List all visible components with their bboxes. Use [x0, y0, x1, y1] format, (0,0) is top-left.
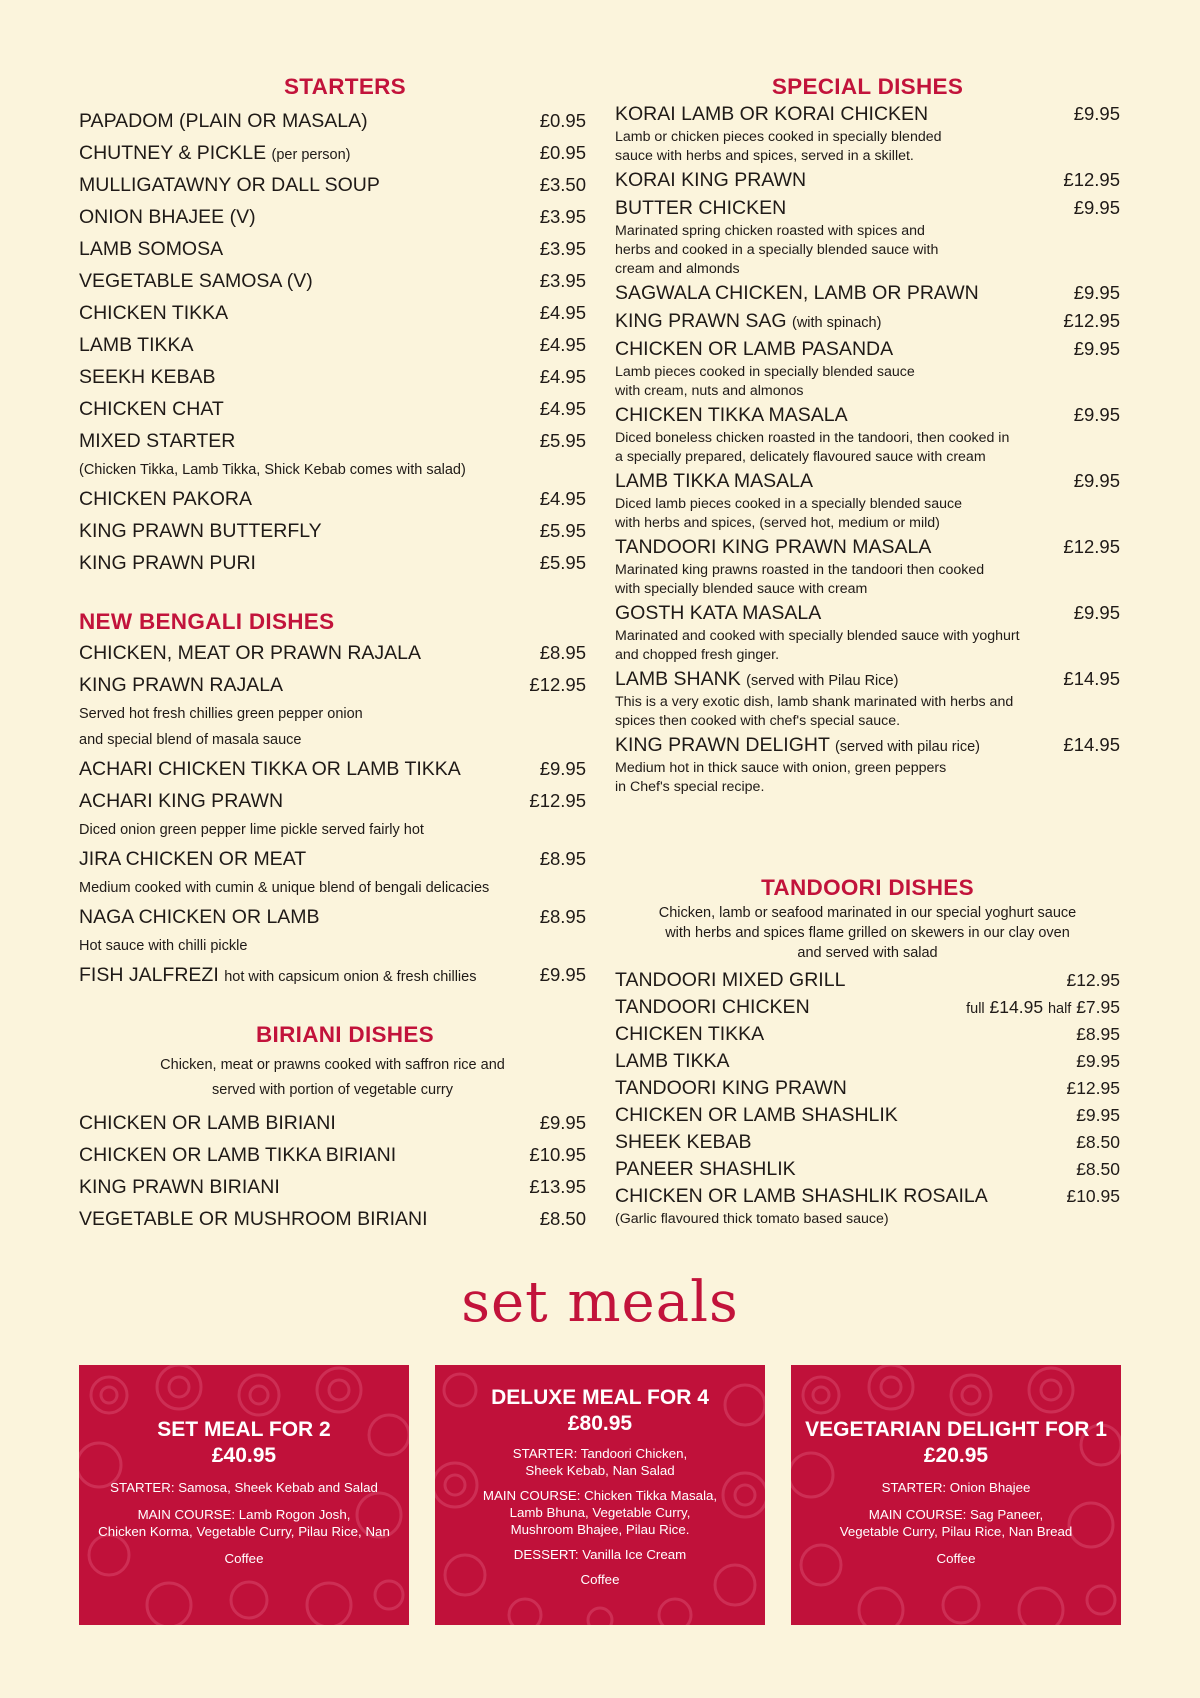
menu-item: CHICKEN PAKORA £4.95 [79, 488, 586, 510]
menu-item: KORAI LAMB OR KORAI CHICKEN £9.95 [615, 103, 1120, 125]
menu-item: CHICKEN OR LAMB SHASHLIK £9.95 [615, 1104, 1120, 1126]
menu-item: NAGA CHICKEN OR LAMB £8.95 [79, 906, 586, 928]
card-starter: STARTER: Onion Bhajee [881, 1480, 1031, 1495]
card-main: MAIN COURSE: Chicken Tikka Masala, [482, 1488, 718, 1503]
special-section [615, 74, 1120, 797]
menu-item: CHICKEN OR LAMB PASANDA £9.95 [615, 338, 1120, 360]
menu-item: VEGETABLE OR MUSHROOM BIRIANI £8.50 [79, 1208, 586, 1230]
item-description: Lamb or chicken pieces cooked in specially blended [615, 129, 942, 145]
menu-item: PAPADOM (PLAIN OR MASALA) £0.95 [79, 110, 586, 132]
vegetarian-meal-card [791, 1365, 1121, 1625]
item-description: cream and almonds [615, 261, 740, 277]
item-description: Diced onion green pepper lime pickle served fairly hot [79, 822, 424, 838]
menu-item: CHICKEN OR LAMB BIRIANI £9.95 [79, 1112, 586, 1134]
item-description: (Garlic flavoured thick tomato based sauce) [615, 1211, 889, 1227]
item-description: and special blend of masala sauce [79, 732, 302, 748]
biriani-section [79, 1022, 586, 1235]
menu-item: CHUTNEY & PICKLE (per person) £0.95 [79, 142, 586, 164]
bengali-title: NEW BENGALI DISHES [79, 609, 335, 634]
item-description: a specially prepared, delicately flavoured sauce with cream [615, 449, 986, 465]
card-price: £20.95 [923, 1444, 989, 1467]
menu-item: PANEER SHASHLIK £8.50 [615, 1158, 1120, 1180]
menu-item: ACHARI KING PRAWN £12.95 [79, 790, 586, 812]
menu-item: KING PRAWN PURI £5.95 [79, 552, 586, 574]
card-title: VEGETARIAN DELIGHT FOR 1 [805, 1418, 1107, 1441]
card-main: Lamb Bhuna, Vegetable Curry, [509, 1505, 691, 1520]
deluxe-meal-card [435, 1365, 765, 1625]
card-main: Vegetable Curry, Pilau Rice, Nan Bread [839, 1524, 1073, 1539]
section-intro: and served with salad [797, 945, 938, 961]
starters-title: STARTERS [284, 74, 406, 99]
menu-item: KING PRAWN SAG (with spinach) £12.95 [615, 310, 1120, 332]
set-meal-card [79, 1365, 409, 1625]
menu-item: TANDOORI KING PRAWN MASALA £12.95 [615, 536, 1120, 558]
biriani-title: BIRIANI DISHES [256, 1022, 434, 1047]
item-description: and chopped fresh ginger. [615, 647, 780, 663]
item-description: Diced lamb pieces cooked in a specially blended sauce [615, 496, 963, 512]
section-intro: served with portion of vegetable curry [212, 1082, 453, 1098]
starters-section [79, 74, 586, 579]
item-description: Hot sauce with chilli pickle [79, 938, 248, 954]
card-main: MAIN COURSE: Sag Paneer, [868, 1507, 1044, 1522]
menu-item: CHICKEN CHAT £4.95 [79, 398, 586, 420]
card-title: SET MEAL FOR 2 [157, 1418, 331, 1441]
menu-item: KING PRAWN RAJALA £12.95 [79, 674, 586, 696]
menu-item: KING PRAWN DELIGHT (served with pilau rice) £14.95 [615, 734, 1120, 756]
item-description: herbs and cooked in a specially blended sauce with [615, 242, 939, 258]
item-description: sauce with herbs and spices, served in a skillet. [615, 148, 914, 164]
menu-item: TANDOORI CHICKEN full £14.95 half £7.95 [615, 996, 1120, 1018]
menu-item: VEGETABLE SAMOSA (V) £3.95 [79, 270, 586, 292]
menu-item: LAMB SHANK (served with Pilau Rice) £14.95 [615, 668, 1120, 690]
menu-item: MULLIGATAWNY OR DALL SOUP £3.50 [79, 174, 586, 196]
menu-item: GOSTH KATA MASALA £9.95 [615, 602, 1120, 624]
card-starter: STARTER: Tandoori Chicken, [512, 1446, 688, 1461]
item-description: This is a very exotic dish, lamb shank marinated with herbs and [615, 694, 1014, 710]
card-main: Mushroom Bhajee, Pilau Rice. [510, 1522, 690, 1537]
item-description: with specially blended sauce with cream [615, 581, 868, 597]
item-description: Medium hot in thick sauce with onion, green peppers [615, 760, 947, 776]
menu-item: MIXED STARTER £5.95 [79, 430, 586, 452]
menu-item: TANDOORI KING PRAWN £12.95 [615, 1077, 1120, 1099]
menu-item: LAMB TIKKA MASALA £9.95 [615, 470, 1120, 492]
item-description: spices then cooked with chef's special sauce. [615, 713, 901, 729]
menu-item: KORAI KING PRAWN £12.95 [615, 169, 1120, 191]
menu-item: JIRA CHICKEN OR MEAT £8.95 [79, 848, 586, 870]
item-description: Diced boneless chicken roasted in the tandoori, then cooked in [615, 430, 1010, 446]
item-description: (Chicken Tikka, Lamb Tikka, Shick Kebab comes with salad) [79, 462, 466, 478]
menu-item: CHICKEN, MEAT OR PRAWN RAJALA £8.95 [79, 642, 586, 664]
card-main: MAIN COURSE: Lamb Rogon Josh, [137, 1507, 351, 1522]
menu-item: SHEEK KEBAB £8.50 [615, 1131, 1120, 1153]
menu-item: FISH JALFREZI hot with capsicum onion & fresh chillies £9.95 [79, 964, 586, 986]
menu-item: LAMB TIKKA £9.95 [615, 1050, 1120, 1072]
tandoori-section [615, 875, 1120, 1229]
card-starter: STARTER: Samosa, Sheek Kebab and Salad [110, 1480, 378, 1495]
menu-item: BUTTER CHICKEN £9.95 [615, 197, 1120, 219]
menu-item: ACHARI CHICKEN TIKKA OR LAMB TIKKA £9.95 [79, 758, 586, 780]
menu-item: SAGWALA CHICKEN, LAMB OR PRAWN £9.95 [615, 282, 1120, 304]
section-intro: Chicken, meat or prawns cooked with saffron rice and [160, 1057, 505, 1073]
menu-item: LAMB SOMOSA £3.95 [79, 238, 586, 260]
card-price: £80.95 [567, 1412, 633, 1435]
item-description: Marinated and cooked with specially blended sauce with yoghurt [615, 628, 1020, 644]
menu-item: ONION BHAJEE (V) £3.95 [79, 206, 586, 228]
bengali-section [79, 609, 586, 991]
set-meals-title: set meals [461, 1270, 739, 1335]
item-description: Marinated king prawns roasted in the tandoori then cooked [615, 562, 985, 578]
menu-item: SEEKH KEBAB £4.95 [79, 366, 586, 388]
menu-item: LAMB TIKKA £4.95 [79, 334, 586, 356]
card-main: Chicken Korma, Vegetable Curry, Pilau Rice, Nan [98, 1524, 390, 1539]
menu-item: CHICKEN TIKKA £8.95 [615, 1023, 1120, 1045]
item-description: Lamb pieces cooked in specially blended sauce [615, 364, 915, 380]
menu-item: KING PRAWN BUTTERFLY £5.95 [79, 520, 586, 542]
card-price: £40.95 [211, 1444, 277, 1467]
section-intro: with herbs and spices flame grilled on skewers in our clay oven [665, 925, 1070, 941]
item-description: with herbs and spices, (served hot, medium or mild) [615, 515, 940, 531]
menu-item: TANDOORI MIXED GRILL £12.95 [615, 969, 1120, 991]
card-starter: Sheek Kebab, Nan Salad [525, 1463, 675, 1478]
card-coffee: Coffee [580, 1572, 620, 1587]
menu-item: CHICKEN TIKKA £4.95 [79, 302, 586, 324]
item-description: Marinated spring chicken roasted with spices and [615, 223, 925, 239]
special-title: SPECIAL DISHES [771, 74, 964, 99]
item-description: in Chef's special recipe. [615, 779, 765, 795]
tandoori-title: TANDOORI DISHES [761, 875, 974, 900]
item-description: Served hot fresh chillies green pepper onion [79, 706, 363, 722]
card-dessert: DESSERT: Vanilla Ice Cream [513, 1547, 687, 1562]
card-coffee: Coffee [936, 1551, 976, 1566]
menu-item: KING PRAWN BIRIANI £13.95 [79, 1176, 586, 1198]
menu-item: CHICKEN OR LAMB TIKKA BIRIANI £10.95 [79, 1144, 586, 1166]
card-coffee: Coffee [224, 1551, 264, 1566]
menu-item: CHICKEN TIKKA MASALA £9.95 [615, 404, 1120, 426]
item-description: with cream, nuts and almonos [615, 383, 804, 399]
item-description: Medium cooked with cumin & unique blend of bengali delicacies [79, 880, 490, 896]
menu-item: CHICKEN OR LAMB SHASHLIK ROSAILA £10.95 [615, 1185, 1120, 1207]
card-title: DELUXE MEAL FOR 4 [491, 1386, 709, 1409]
section-intro: Chicken, lamb or seafood marinated in our special yoghurt sauce [658, 905, 1077, 921]
